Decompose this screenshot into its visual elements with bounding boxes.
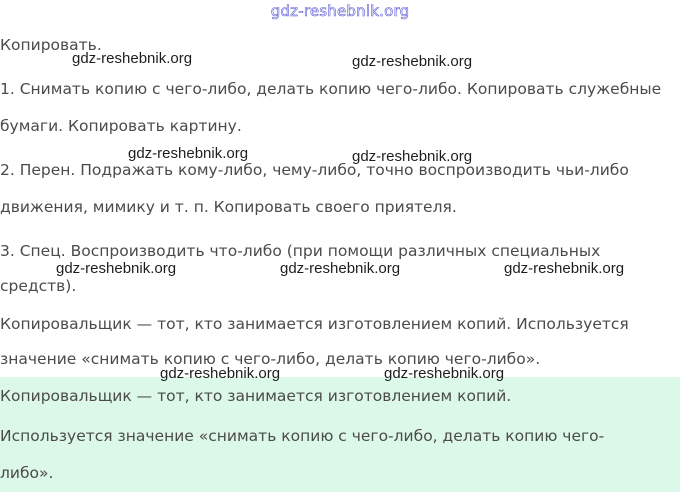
watermark: gdz-reshebnik.org <box>352 53 473 70</box>
definition-item-1-line-2: бумаги. Копировать картину. <box>0 117 242 135</box>
answer-line-1: Копировальщик — тот, кто занимается изготовлением копий. <box>0 387 512 405</box>
definition-item-2-line-1: 2. Перен. Подражать кому-либо, чему-либо, точно воспроизводить чьи-либо <box>0 161 629 179</box>
definition-item-3-line-2: средств). <box>0 277 77 295</box>
watermark: gdz-reshebnik.org <box>280 260 401 277</box>
definition-item-3-line-1: 3. Спец. Воспроизводить что-либо (при помощи различных специальных <box>0 242 601 260</box>
watermark: gdz-reshebnik.org <box>56 260 177 277</box>
watermark: gdz-reshebnik.org <box>352 148 473 165</box>
watermark: gdz-reshebnik.org <box>384 365 505 382</box>
copyist-line-1: Копировальщик — тот, кто занимается изготовлением копий. Используется <box>0 315 629 333</box>
answer-line-3: либо». <box>0 464 54 482</box>
watermark: gdz-reshebnik.org <box>72 50 193 67</box>
watermark: gdz-reshebnik.org <box>128 145 249 162</box>
watermark: gdz-reshebnik.org <box>504 260 625 277</box>
definition-item-2-line-2: движения, мимику и т. п. Копировать своего приятеля. <box>0 198 457 216</box>
answer-line-2: Используется значение «снимать копию с чего-либо, делать копию чего- <box>0 427 605 445</box>
watermark: gdz-reshebnik.org <box>160 365 281 382</box>
site-watermark: gdz-reshebnik.org <box>270 2 410 20</box>
definition-heading: Копировать. <box>0 36 102 54</box>
definition-item-1-line-1: 1. Снимать копию с чего-либо, делать копию чего-либо. Копировать служебные <box>0 80 662 98</box>
answer-box <box>0 377 680 492</box>
copyist-line-2: значение «снимать копию с чего-либо, делать копию чего-либо». <box>0 350 541 368</box>
